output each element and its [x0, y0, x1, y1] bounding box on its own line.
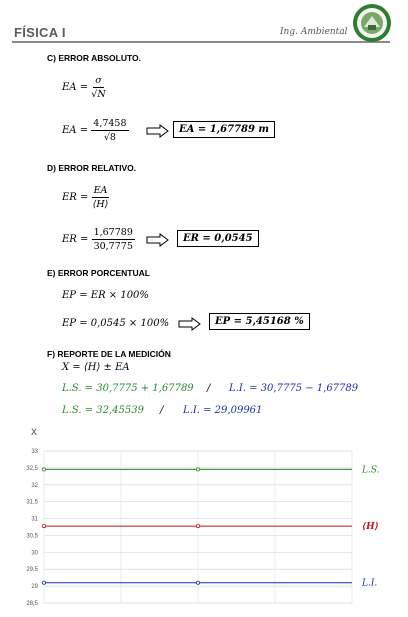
- er-numerator: EA: [93, 185, 108, 196]
- ea-formula: [62, 74, 106, 101]
- er-lhs: ER =: [62, 192, 89, 203]
- ea-numerator: σ: [95, 75, 102, 86]
- page-subtitle: Ing. Ambiental: [280, 27, 348, 37]
- y-tick-label: 31,5: [26, 499, 38, 506]
- er-result-box: ER = 0,0545: [177, 230, 259, 247]
- er2-denominator: 30,7775: [93, 241, 133, 252]
- data-point: [42, 468, 45, 471]
- separator: /: [160, 405, 164, 416]
- header-divider: [12, 41, 390, 43]
- separator: /: [207, 383, 211, 394]
- section-f-heading: F) REPORTE DE LA MEDICIÓN: [47, 349, 171, 359]
- y-tick-label: 33: [31, 449, 38, 455]
- y-tick-label: 31: [31, 516, 38, 523]
- ea-substitution: [62, 117, 129, 144]
- measurement-chart: [0, 440, 408, 617]
- data-point: [42, 581, 45, 584]
- data-point: [42, 524, 45, 527]
- y-tick-label: 28,5: [26, 601, 38, 607]
- arrow-right-icon: [146, 233, 170, 247]
- ls-expression: L.S. = 30,7775 + 1,67789: [62, 383, 194, 394]
- y-tick-label: 32,5: [26, 465, 38, 472]
- y-tick-label: 29,5: [26, 567, 38, 574]
- ea-denominator: √N: [91, 89, 106, 100]
- li-value: L.I. = 29,09961: [183, 405, 263, 416]
- series-label: L.S.: [362, 465, 380, 476]
- er2-lhs: ER =: [62, 234, 89, 245]
- y-tick-label: 30: [31, 550, 38, 557]
- data-point: [196, 524, 199, 527]
- university-seal-icon: [352, 3, 392, 43]
- ep-result-box: EP = 5,45168 %: [209, 313, 310, 330]
- er2-numerator: 1,67789: [93, 227, 133, 238]
- page-title: FÍSICA I: [14, 25, 66, 40]
- data-point: [196, 581, 199, 584]
- er-formula: [62, 184, 109, 211]
- ea2-numerator: 4,7458: [93, 118, 127, 129]
- section-d-heading: D) ERROR RELATIVO.: [47, 163, 137, 173]
- arrow-right-icon: [178, 317, 202, 331]
- arrow-right-icon: [146, 124, 170, 138]
- ep-substitution: EP = 0,0545 × 100%: [62, 318, 170, 329]
- chart-y-label: X: [31, 427, 38, 437]
- er-substitution: [62, 226, 135, 253]
- measurement-formula: X = ⟨H⟩ ± EA: [62, 362, 130, 373]
- y-tick-label: 29: [31, 584, 38, 591]
- y-tick-label: 32: [31, 482, 38, 489]
- ep-formula: EP = ER × 100%: [62, 290, 149, 301]
- ls-value: L.S. = 32,45539: [62, 405, 144, 416]
- section-c-heading: C) ERROR ABSOLUTO.: [47, 53, 141, 63]
- ea-lhs: EA =: [62, 82, 89, 93]
- y-tick-label: 30,5: [26, 533, 38, 540]
- data-point: [196, 468, 199, 471]
- ea2-lhs: EA =: [62, 125, 89, 136]
- series-label: L.I.: [362, 578, 378, 589]
- er-denominator: ⟨H⟩: [92, 199, 109, 210]
- section-e-heading: E) ERROR PORCENTUAL: [47, 268, 150, 278]
- li-expression: L.I. = 30,7775 − 1,67789: [229, 383, 359, 394]
- series-label: ⟨H⟩: [362, 522, 379, 533]
- ea-result-box: EA = 1,67789 m: [173, 121, 275, 138]
- ea2-denominator: √8: [103, 132, 116, 143]
